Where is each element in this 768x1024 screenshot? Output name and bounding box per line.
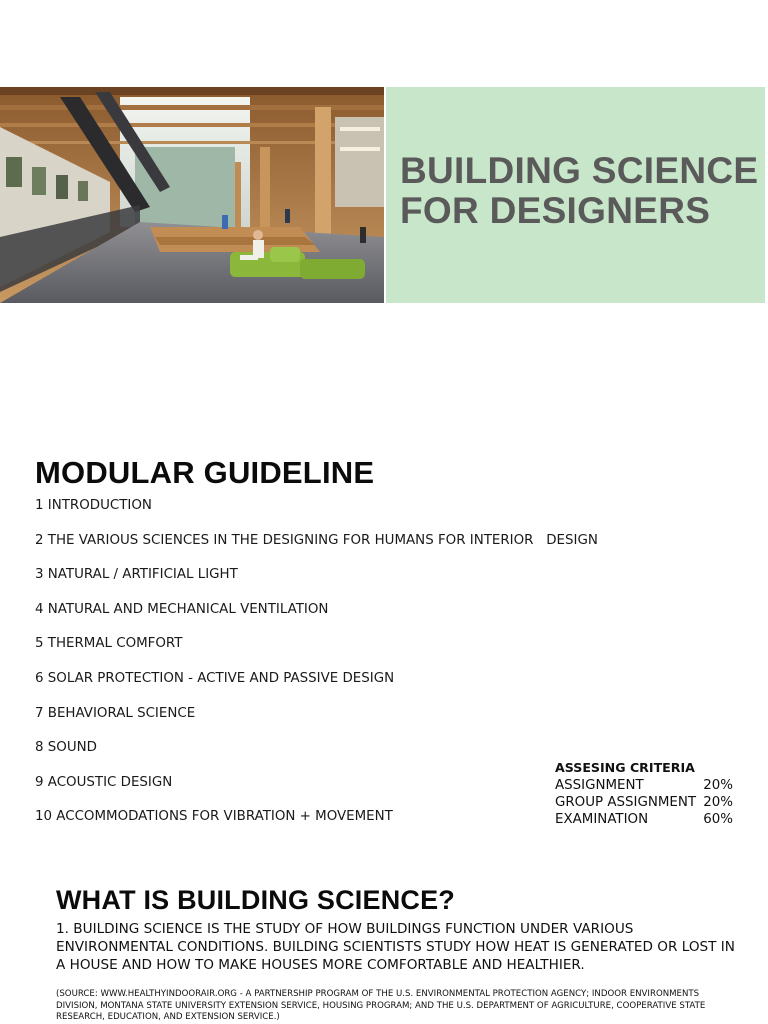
title-line-1: BUILDING SCIENCE [400,150,759,191]
list-item: 2 THE VARIOUS SCIENCES IN THE DESIGNING FOR HUMANS FOR INTERIOR DESIGN [35,532,598,548]
what-is-body: 1. BUILDING SCIENCE IS THE STUDY OF HOW BUILDINGS FUNCTION UNDER VARIOUS ENVIRONMENTAL CONDITIONS. BUILDING SCIENTISTS STUDY HOW HEAT IS GENERATED OR LOST IN A HOUSE AND HOW TO MAKE HOUSES MORE COMFORTABLE AND HEALTHIER. [56,921,735,973]
list-item: 10 ACCOMMODATIONS FOR VIBRATION + MOVEMENT [35,809,393,825]
criteria-value: 20% [703,778,733,793]
hero-photo [0,87,384,303]
source-citation: (SOURCE: WWW.HEALTHYINDOORAIR.ORG - A PARTNERSHIP PROGRAM OF THE U.S. ENVIRONMENTAL PROTECTION AGENCY; INDOOR ENVIRONMENTS DIVISION, MONTANA STATE UNIVERSITY EXTENSION SERVICE, HOUSING PROGRAM; AND THE U.S. DEPARTMENT OF AGRICULTURE, COOPERATIVE STATE RESEARCH, EDUCATION, AND EXTENSION SERVICE.) [56,989,706,1022]
list-item: 1 INTRODUCTION [35,498,152,513]
criteria-value: 20% [703,795,733,810]
criteria-label: GROUP ASSIGNMENT [555,795,697,810]
modular-guideline-heading: MODULAR GUIDELINE [35,455,375,490]
list-item: 3 NATURAL / ARTIFICIAL LIGHT [35,567,238,583]
list-item: 7 BEHAVIORAL SCIENCE [35,705,196,721]
page-title [400,151,758,231]
criteria-row [555,811,733,828]
criteria-label: EXAMINATION [555,812,649,827]
list-item: 9 ACOUSTIC DESIGN [35,774,173,790]
interior-atrium-photo-icon [0,87,384,303]
criteria-label: ASSIGNMENT [555,778,644,793]
title-panel [386,87,765,303]
list-item: 6 SOLAR PROTECTION - ACTIVE AND PASSIVE DESIGN [35,670,395,686]
criteria-row [555,794,733,811]
what-is-heading: WHAT IS BUILDING SCIENCE? [56,885,455,915]
criteria-row [555,777,733,794]
list-item: 5 THERMAL COMFORT [35,636,183,652]
assessing-criteria [555,759,733,828]
modular-guideline-list [35,497,598,843]
title-line-2: FOR DESIGNERS [400,190,711,231]
list-item: 4 NATURAL AND MECHANICAL VENTILATION [35,601,329,617]
list-item: 8 SOUND [35,740,97,756]
criteria-heading: ASSESING CRITERIA [555,760,695,775]
criteria-value: 60% [703,812,733,827]
